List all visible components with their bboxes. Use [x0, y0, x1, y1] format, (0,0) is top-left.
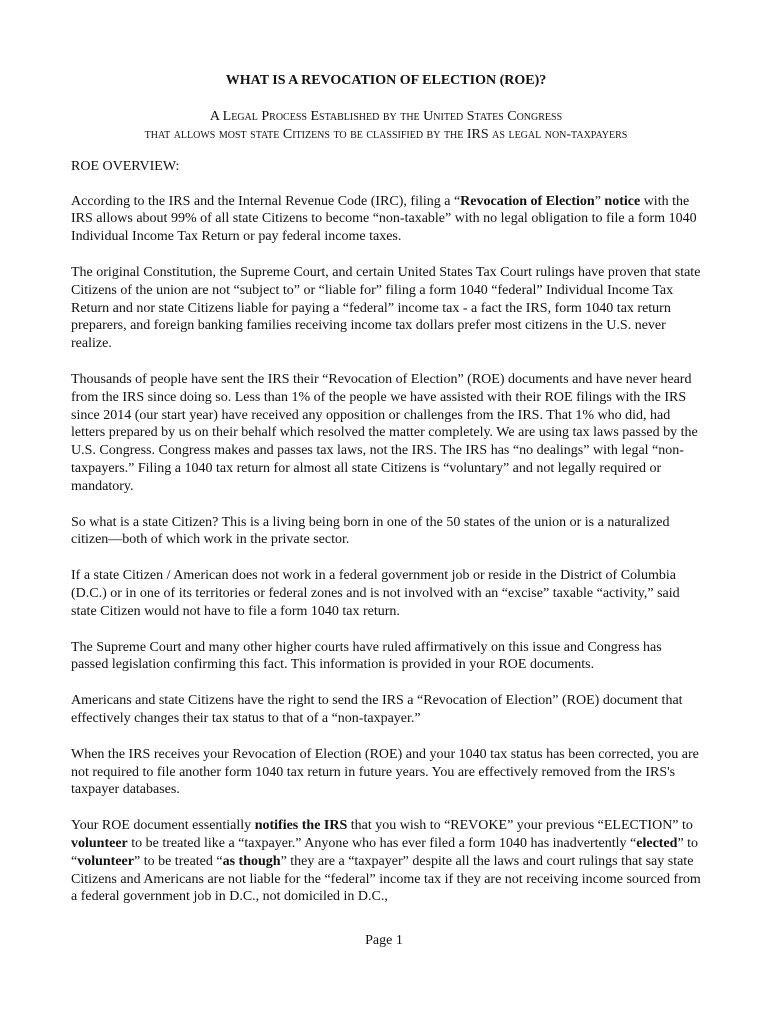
- paragraph-9: [71, 817, 701, 906]
- bold-text: Revocation of Election: [460, 193, 595, 209]
- bold-text: notice: [604, 193, 641, 209]
- document-subtitle-line-1: A Legal Process Established by the United States Congress: [209, 108, 563, 124]
- bold-text: volunteer: [71, 835, 128, 851]
- paragraph-5: If a state Citizen / American does not work in a federal government job or reside in the District of Columbia (D.C.) or in one of its territories or federal zones and is not involved with an “excise” taxable “activity,” said state Citizen would not have to file a form 1040 tax return.: [71, 568, 680, 619]
- text-run: ” they are a “taxpayer” despite all the laws and court rulings that say state Citizens and Americans are not liable for the “federal” income tax if they are not receiving income sourced from a federal government job in D.C., not domiciled in D.C.,: [71, 853, 701, 905]
- text-run: with the IRS allows about 99% of all state Citizens to become “non-taxable” with no legal obligation to file a form 1040 Individual Income Tax Return or pay federal income taxes.: [71, 193, 697, 245]
- text-run: that you wish to “REVOKE” your previous “ELECTION” to: [347, 818, 693, 834]
- paragraph-4: So what is a state Citizen? This is a living being born in one of the 50 states of the union or is a naturalized citizen—both of which work in the private sector.: [71, 514, 670, 548]
- document-title: WHAT IS A REVOCATION OF ELECTION (ROE)?: [225, 73, 547, 88]
- document-subtitle-line-2: that allows most state Citizens to be classified by the IRS as legal non-taxpayers: [144, 126, 628, 142]
- page-number: Page 1: [365, 933, 403, 948]
- bold-text: as though: [222, 853, 281, 869]
- bold-text: volunteer: [77, 853, 134, 869]
- paragraph-6: The Supreme Court and many other higher courts have ruled affirmatively on this issue and Congress has passed legislation confirming this fact. This information is provided in your ROE documents.: [71, 639, 662, 673]
- paragraph-2: The original Constitution, the Supreme Court, and certain United States Tax Court rulings have proven that state Citizens of the union are not “subject to” or “liable for” filing a form 1040 “federal” Individual Income Tax Return and nor state Citizens liable for paying a “federal” income tax - a fact the IRS, form 1040 tax return preparers, and foreign banking families receiving income tax dollars prefer most citizens in the U.S. never realize.: [71, 264, 701, 352]
- bold-text: elected: [636, 835, 678, 851]
- text-run: ” to “: [71, 835, 699, 869]
- text-run: ” to be treated “: [133, 853, 223, 869]
- text-run: Your ROE document essentially: [71, 818, 255, 834]
- document-page: [71, 72, 701, 924]
- bold-text: notifies the IRS: [254, 818, 348, 834]
- text-run: to be treated like a “taxpayer.” Anyone who has ever filed a form 1040 has inadvertently “: [127, 835, 637, 851]
- paragraph-7: Americans and state Citizens have the right to send the IRS a “Revocation of Election” (ROE) document that effectively changes their tax status to that of a “non-taxpayer.”: [71, 693, 683, 726]
- paragraph-1: [71, 193, 701, 246]
- section-heading: ROE OVERVIEW:: [71, 158, 180, 174]
- text-run: According to the IRS and the Internal Revenue Code (IRC), filing a “: [71, 193, 461, 209]
- paragraph-8: When the IRS receives your Revocation of Election (ROE) and your 1040 tax status has been corrected, you are not required to file another form 1040 tax return in future years. You are effectively removed from the IRS's taxpayer databases.: [71, 746, 699, 798]
- text-run: ”: [594, 193, 605, 209]
- paragraph-3: Thousands of people have sent the IRS their “Revocation of Election” (ROE) documents and have never heard from the IRS since doing so. Less than 1% of the people we have assisted with their ROE filings with the IRS since 2014 (our start year) have received any opposition or challenges from the IRS. That 1% who did, had letters prepared by us on their behalf which resolved the matter completely. We are using tax laws passed by the U.S. Congress. Congress makes and passes tax laws, not the IRS. The IRS has “no dealings” with legal “non-taxpayers.” Filing a 1040 tax return for almost all state Citizens is “voluntary” and not legally required or mandatory.: [71, 371, 698, 494]
